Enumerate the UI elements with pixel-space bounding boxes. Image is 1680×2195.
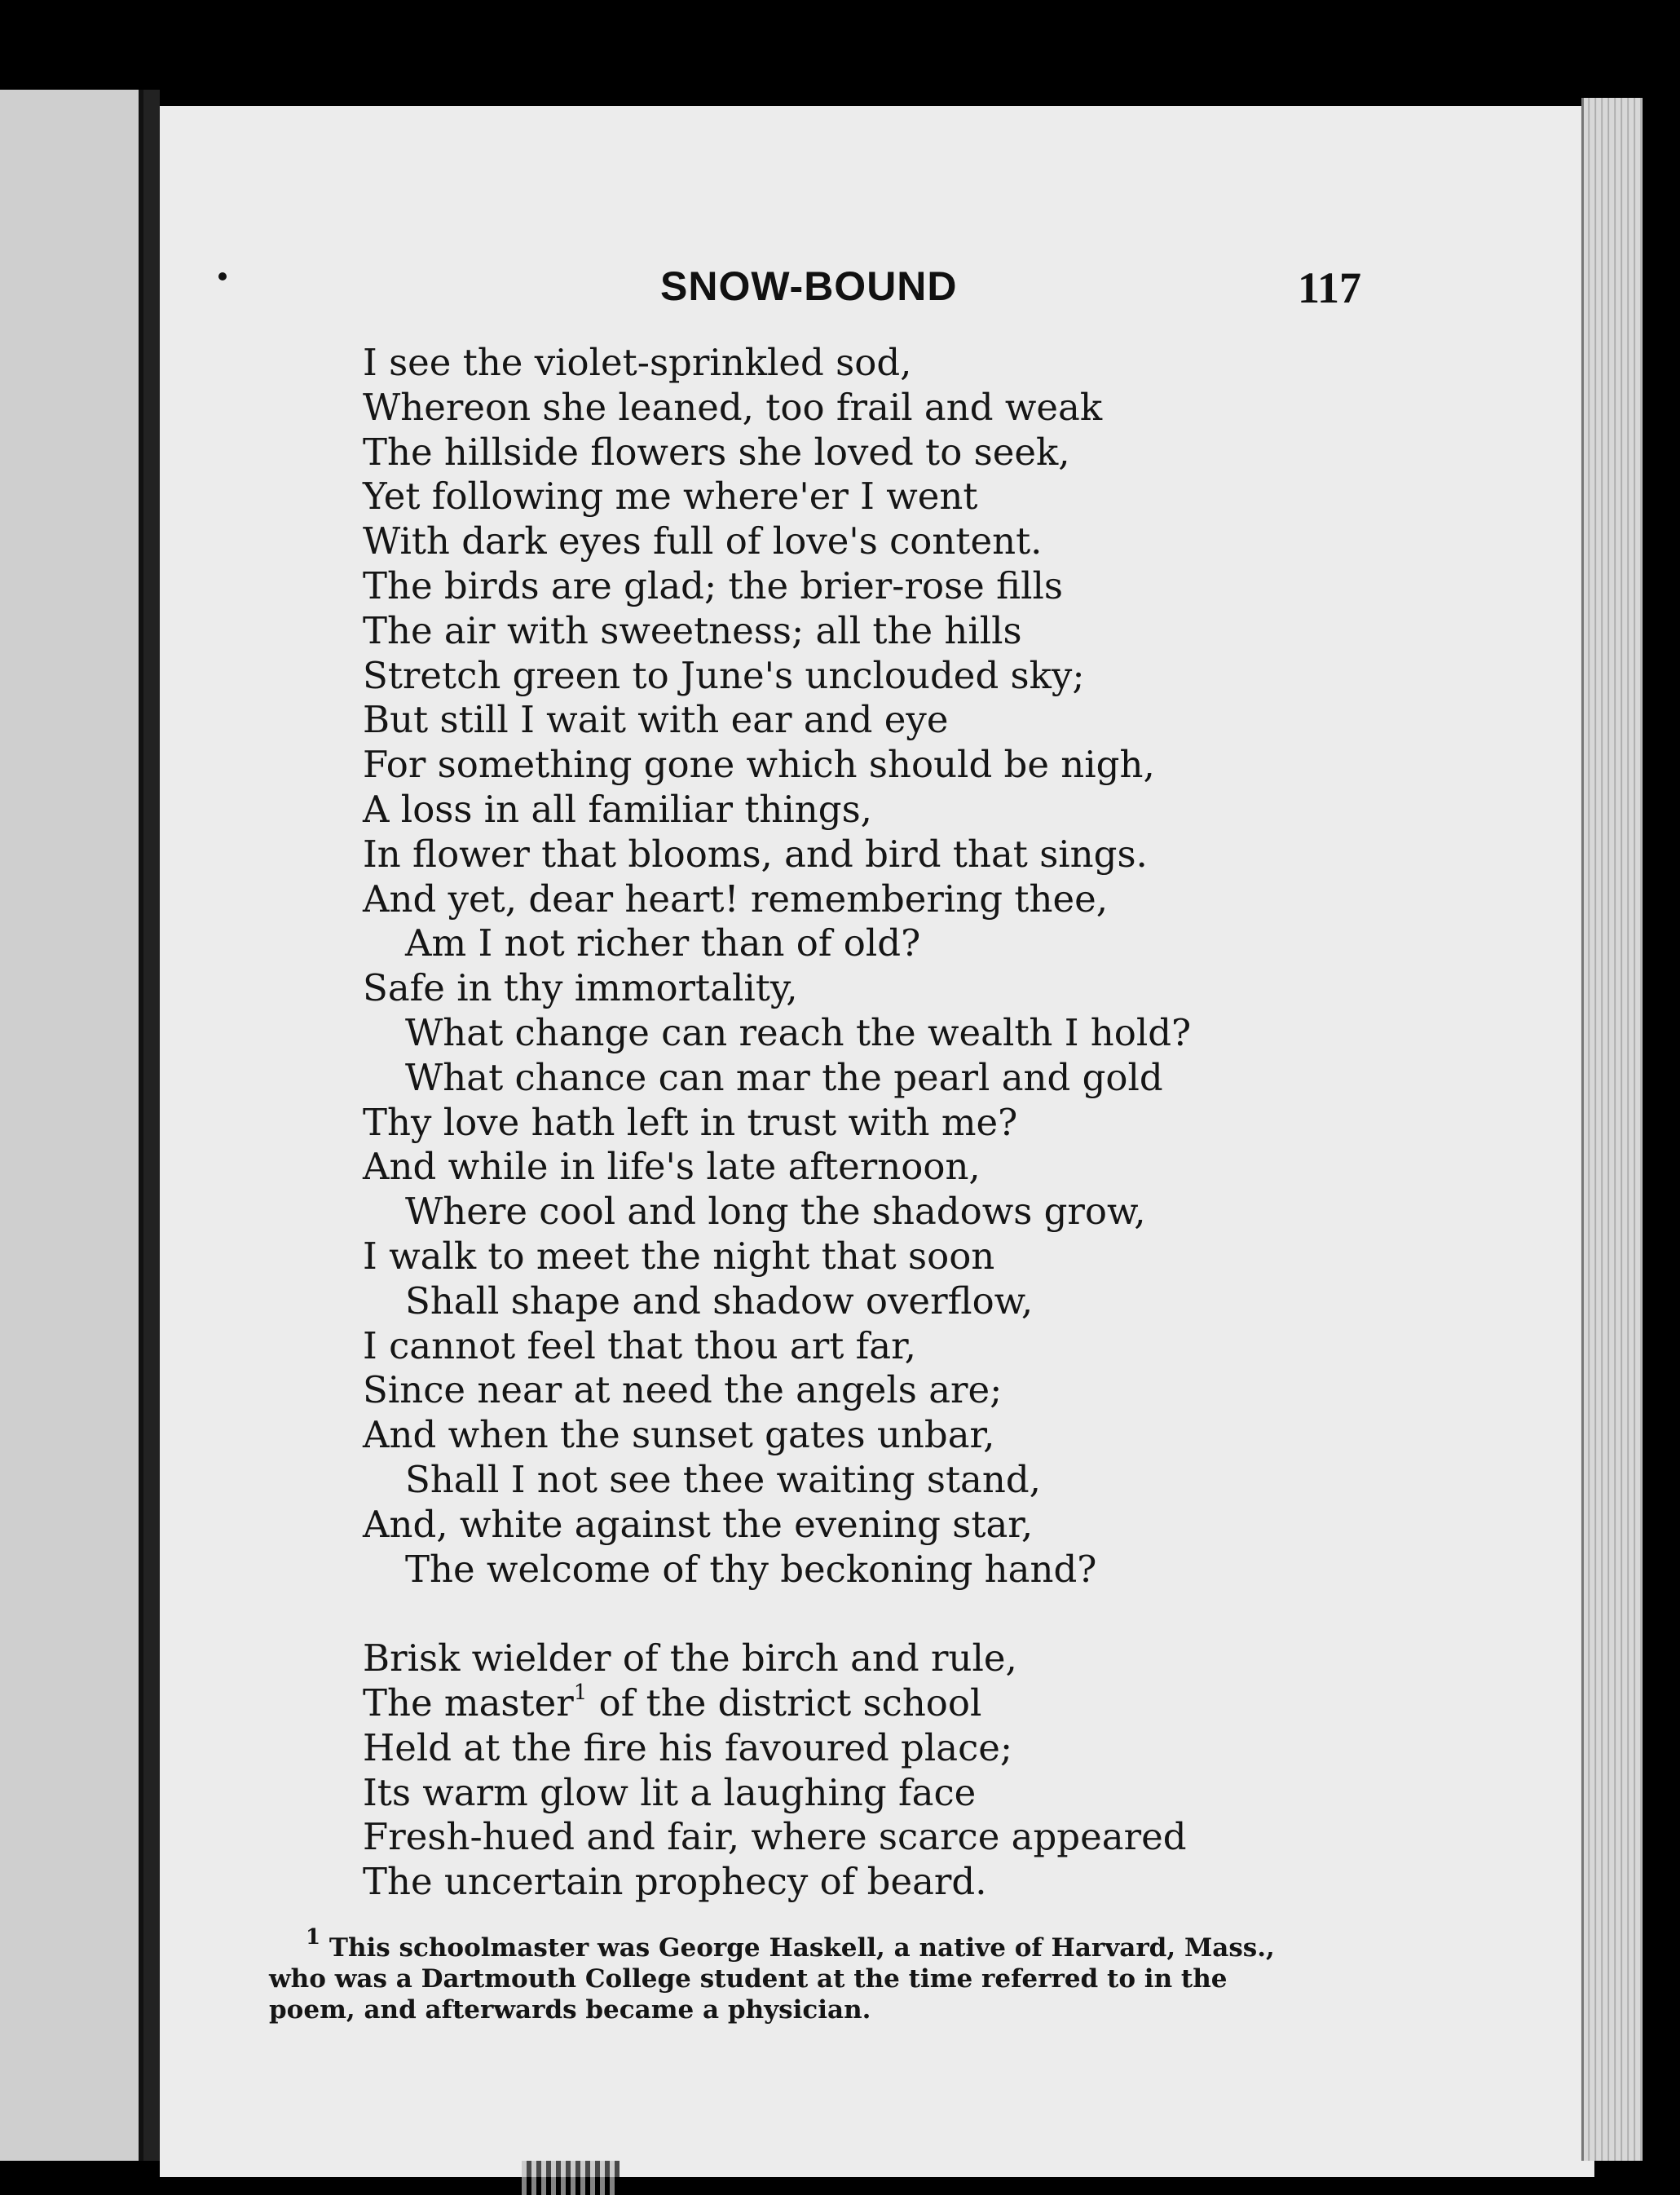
poem-line: Brisk wielder of the birch and rule, (363, 1636, 1017, 1680)
stanza-break (363, 1592, 1341, 1636)
poem-line: The uncertain prophecy of beard. (363, 1860, 987, 1904)
poem-line-end: of the district school (587, 1680, 982, 1725)
scan-artifact (522, 2161, 620, 2195)
poem-line: Shall I not see thee waiting stand, (405, 1457, 1041, 1501)
poem-line: Since near at need the angels are; (363, 1368, 1003, 1412)
footnote (269, 1924, 1353, 2025)
poem-line-with-footnote (363, 1681, 1341, 1726)
poem-line: And while in life's late afternoon, (363, 1145, 981, 1189)
margin-speck (218, 272, 227, 280)
poem-text (363, 341, 1341, 1905)
footnote-line: poem, and afterwards became a physician. (269, 1995, 871, 2025)
poem-line: Fresh-hued and fair, where scarce appeared (363, 1815, 1187, 1859)
poem-line-start: The master (363, 1680, 574, 1725)
poem-line: The birds are glad; the brier-rose fills (363, 563, 1063, 607)
poem-line: And, white against the evening star, (363, 1502, 1034, 1546)
poem-line: Yet following me where'er I went (363, 475, 978, 519)
poem-line: I see the violet-sprinkled sod, (363, 341, 912, 384)
running-title: SNOW-BOUND (660, 263, 958, 309)
poem-line: Whereon she leaned, too frail and weak (363, 385, 1103, 429)
poem-line: With dark eyes full of love's content. (363, 519, 1043, 563)
poem-line: Safe in thy immortality, (363, 966, 798, 1010)
poem-line: Am I not richer than of old? (405, 921, 921, 965)
page-header (359, 263, 1361, 311)
poem-line: A loss in all familiar things, (363, 787, 872, 831)
poem-line: Thy love hath left in trust with me? (363, 1100, 1018, 1144)
poem-line: And when the sunset gates unbar, (363, 1413, 995, 1457)
poem-line: I cannot feel that thou art far, (363, 1323, 916, 1367)
footnote-text: This schoolmaster was George Haskell, a native of Harvard, Mass., (329, 1933, 1275, 1963)
page-fore-edge (1581, 98, 1643, 2161)
poem-line: Where cool and long the shadows grow, (405, 1190, 1146, 1234)
footnote-marker: 1 (306, 1924, 321, 1950)
poem-line: And yet, dear heart! remembering thee, (363, 877, 1109, 921)
poem-line: What change can reach the wealth I hold? (405, 1010, 1192, 1054)
book-gutter (143, 90, 160, 2161)
poem-line: Stretch green to June's unclouded sky; (363, 653, 1085, 697)
poem-line: But still I wait with ear and eye (363, 698, 949, 742)
footnote-reference: 1 (573, 1680, 588, 1705)
poem-line: What chance can mar the pearl and gold (405, 1055, 1163, 1099)
poem-line: The welcome of thy beckoning hand? (405, 1547, 1097, 1591)
page-number: 117 (1297, 263, 1361, 312)
poem-line: The air with sweetness; all the hills (363, 608, 1022, 652)
poem-line: I walk to meet the night that soon (363, 1234, 995, 1278)
poem-line: For something gone which should be nigh, (363, 743, 1155, 787)
footnote-line (269, 1924, 1353, 1963)
poem-line: The hillside flowers she loved to seek, (363, 430, 1070, 474)
left-page-edge (0, 90, 143, 2161)
poem-line: Held at the fire his favoured place; (363, 1725, 1013, 1769)
poem-line: Shall shape and shadow overflow, (405, 1279, 1034, 1323)
poem-line: In flower that blooms, and bird that sings. (363, 832, 1148, 876)
footnote-line: who was a Dartmouth College student at the time referred to in the (269, 1964, 1228, 1994)
poem-line: Its warm glow lit a laughing face (363, 1770, 977, 1814)
